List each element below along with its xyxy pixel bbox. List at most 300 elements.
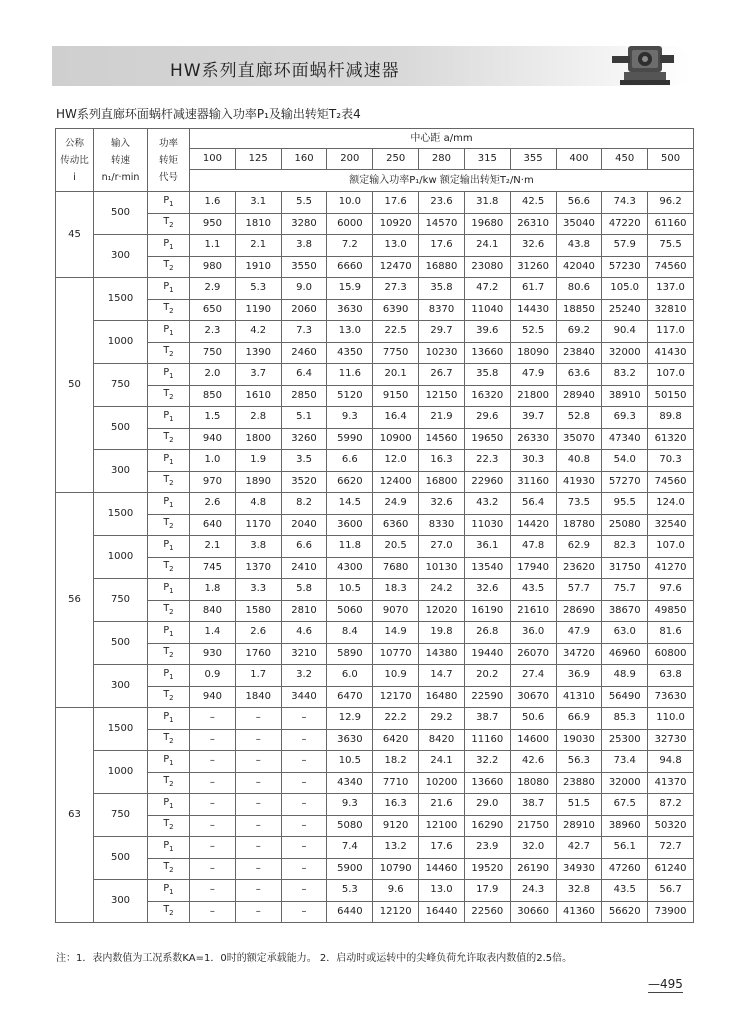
value-cell: 750 — [190, 342, 236, 364]
value-cell: 31.8 — [464, 192, 510, 214]
table-row — [56, 428, 694, 450]
ratio-cell: 45 — [56, 192, 94, 278]
value-cell: 20.5 — [373, 536, 419, 558]
value-cell: – — [190, 837, 236, 859]
table-row — [56, 665, 694, 687]
value-cell: – — [190, 729, 236, 751]
value-cell: 3.8 — [235, 536, 281, 558]
center-distance-400: 400 — [556, 149, 602, 170]
value-cell: 5990 — [327, 428, 373, 450]
value-cell: 15.9 — [327, 278, 373, 300]
value-cell: 23080 — [464, 256, 510, 278]
value-cell: 63.0 — [602, 622, 648, 644]
value-cell: 32.0 — [510, 837, 556, 859]
center-distance-header: 中心距 a/mm — [190, 129, 694, 149]
value-cell: 31260 — [510, 256, 556, 278]
value-cell: 35.8 — [419, 278, 465, 300]
value-cell: 43.8 — [556, 235, 602, 257]
value-cell: 43.2 — [464, 493, 510, 515]
value-cell: 36.0 — [510, 622, 556, 644]
value-cell: 32540 — [648, 514, 694, 536]
speed-cell: 300 — [94, 235, 148, 278]
center-distance-315: 315 — [464, 149, 510, 170]
value-cell: – — [190, 708, 236, 730]
value-cell: 73630 — [648, 686, 694, 708]
value-cell: 10920 — [373, 213, 419, 235]
value-cell: 70.3 — [648, 450, 694, 472]
value-cell: – — [281, 708, 327, 730]
value-cell: 9120 — [373, 815, 419, 837]
value-cell: 14420 — [510, 514, 556, 536]
value-cell: 6620 — [327, 471, 373, 493]
torque-code-cell: $T_2$ — [148, 729, 190, 751]
value-cell: 13660 — [464, 342, 510, 364]
center-distance-250: 250 — [373, 149, 419, 170]
table-row — [56, 557, 694, 579]
speed-cell: 300 — [94, 665, 148, 708]
value-cell: 14.7 — [419, 665, 465, 687]
value-cell: 73.4 — [602, 751, 648, 773]
value-cell: 69.2 — [556, 321, 602, 343]
table-row — [56, 536, 694, 558]
value-cell: 1.1 — [190, 235, 236, 257]
table-row — [56, 751, 694, 773]
power-code-cell: $P_1$ — [148, 708, 190, 730]
value-cell: 5120 — [327, 385, 373, 407]
units-header: 额定输入功率P₁/kw 额定输出转矩T₂/N·m — [190, 170, 694, 192]
value-cell: 42.7 — [556, 837, 602, 859]
value-cell: 13.0 — [327, 321, 373, 343]
value-cell: 3260 — [281, 428, 327, 450]
value-cell: 16320 — [464, 385, 510, 407]
speed-cell: 1500 — [94, 278, 148, 321]
value-cell: 1.4 — [190, 622, 236, 644]
value-cell: 10900 — [373, 428, 419, 450]
torque-code-cell: $T_2$ — [148, 600, 190, 622]
table-row — [56, 772, 694, 794]
value-cell: 6420 — [373, 729, 419, 751]
value-cell: 32.8 — [556, 880, 602, 902]
table-row — [56, 579, 694, 601]
value-cell: 19680 — [464, 213, 510, 235]
value-cell: 23620 — [556, 557, 602, 579]
value-cell: 12.0 — [373, 450, 419, 472]
value-cell: 1190 — [235, 299, 281, 321]
value-cell: 30660 — [510, 901, 556, 923]
power-code-cell: $P_1$ — [148, 493, 190, 515]
value-cell: 1890 — [235, 471, 281, 493]
power-code-cell: $P_1$ — [148, 278, 190, 300]
value-cell: 4.2 — [235, 321, 281, 343]
value-cell: 60800 — [648, 643, 694, 665]
value-cell: 26190 — [510, 858, 556, 880]
table-row — [56, 622, 694, 644]
value-cell: 81.6 — [648, 622, 694, 644]
torque-code-cell: $T_2$ — [148, 901, 190, 923]
value-cell: 27.4 — [510, 665, 556, 687]
value-cell: 2040 — [281, 514, 327, 536]
value-cell: 26070 — [510, 643, 556, 665]
value-cell: 32.6 — [510, 235, 556, 257]
value-cell: 61.7 — [510, 278, 556, 300]
value-cell: 6390 — [373, 299, 419, 321]
value-cell: 24.1 — [464, 235, 510, 257]
value-cell: 14460 — [419, 858, 465, 880]
value-cell: 19.8 — [419, 622, 465, 644]
value-cell: 640 — [190, 514, 236, 536]
table-row — [56, 256, 694, 278]
value-cell: 940 — [190, 428, 236, 450]
value-cell: 27.0 — [419, 536, 465, 558]
value-cell: 9.6 — [373, 880, 419, 902]
value-cell: 2460 — [281, 342, 327, 364]
value-cell: 3.1 — [235, 192, 281, 214]
ratio-header: 公称 传动比 i — [56, 129, 94, 192]
gear-reducer-icon — [610, 38, 676, 94]
value-cell: 9150 — [373, 385, 419, 407]
torque-code-cell: $T_2$ — [148, 815, 190, 837]
torque-code-cell: $T_2$ — [148, 858, 190, 880]
value-cell: 5.5 — [281, 192, 327, 214]
value-cell: – — [190, 901, 236, 923]
value-cell: 46960 — [602, 643, 648, 665]
center-distance-500: 500 — [648, 149, 694, 170]
value-cell: 4300 — [327, 557, 373, 579]
value-cell: 31160 — [510, 471, 556, 493]
value-cell: 11.6 — [327, 364, 373, 386]
value-cell: 16290 — [464, 815, 510, 837]
table-row — [56, 493, 694, 515]
value-cell: 29.2 — [419, 708, 465, 730]
torque-code-cell: $T_2$ — [148, 772, 190, 794]
value-cell: 34930 — [556, 858, 602, 880]
value-cell: 19520 — [464, 858, 510, 880]
value-cell: 56490 — [602, 686, 648, 708]
value-cell: 650 — [190, 299, 236, 321]
value-cell: 11160 — [464, 729, 510, 751]
table-row — [56, 364, 694, 386]
value-cell: 16800 — [419, 471, 465, 493]
torque-code-cell: $T_2$ — [148, 213, 190, 235]
value-cell: 43.5 — [510, 579, 556, 601]
torque-code-cell: $T_2$ — [148, 342, 190, 364]
value-cell: 137.0 — [648, 278, 694, 300]
power-code-cell: $P_1$ — [148, 321, 190, 343]
value-cell: 2.9 — [190, 278, 236, 300]
value-cell: 22960 — [464, 471, 510, 493]
value-cell: – — [190, 794, 236, 816]
value-cell: 21.9 — [419, 407, 465, 429]
table-note: 注：1．表内数值为工况系数KA=1．0时的额定承载能力。 2．启动时或运转中的尖峰负荷允许取表内数值的2.5倍。 — [56, 953, 573, 964]
value-cell: – — [281, 880, 327, 902]
value-cell: 12400 — [373, 471, 419, 493]
value-cell: 67.5 — [602, 794, 648, 816]
value-cell: 16.3 — [373, 794, 419, 816]
value-cell: 36.1 — [464, 536, 510, 558]
value-cell: 30670 — [510, 686, 556, 708]
value-cell: 38910 — [602, 385, 648, 407]
value-cell: 29.7 — [419, 321, 465, 343]
table-row — [56, 342, 694, 364]
value-cell: 4.8 — [235, 493, 281, 515]
torque-code-cell: $T_2$ — [148, 557, 190, 579]
value-cell: – — [235, 901, 281, 923]
value-cell: – — [235, 729, 281, 751]
page-title: HW系列直廊环面蜗杆减速器 — [170, 61, 400, 81]
value-cell: 12150 — [419, 385, 465, 407]
power-code-cell: $P_1$ — [148, 794, 190, 816]
value-cell: 32.6 — [419, 493, 465, 515]
value-cell: 745 — [190, 557, 236, 579]
value-cell: 94.8 — [648, 751, 694, 773]
table-row — [56, 278, 694, 300]
value-cell: 3630 — [327, 299, 373, 321]
value-cell: 6.6 — [327, 450, 373, 472]
table-row — [56, 837, 694, 859]
value-cell: 16.3 — [419, 450, 465, 472]
value-cell: 28690 — [556, 600, 602, 622]
value-cell: 940 — [190, 686, 236, 708]
value-cell: 22560 — [464, 901, 510, 923]
value-cell: – — [190, 751, 236, 773]
value-cell: 5.3 — [235, 278, 281, 300]
value-cell: 10230 — [419, 342, 465, 364]
value-cell: 35040 — [556, 213, 602, 235]
value-cell: 18.2 — [373, 751, 419, 773]
value-cell: 2.3 — [190, 321, 236, 343]
torque-code-cell: $T_2$ — [148, 686, 190, 708]
table-row — [56, 213, 694, 235]
value-cell: 2.6 — [235, 622, 281, 644]
value-cell: 9070 — [373, 600, 419, 622]
table-row — [56, 514, 694, 536]
value-cell: 1810 — [235, 213, 281, 235]
value-cell: – — [235, 708, 281, 730]
value-cell: 4350 — [327, 342, 373, 364]
value-cell: 11.8 — [327, 536, 373, 558]
value-cell: 6.0 — [327, 665, 373, 687]
value-cell: 25240 — [602, 299, 648, 321]
value-cell: 1370 — [235, 557, 281, 579]
value-cell: 41370 — [648, 772, 694, 794]
value-cell: – — [235, 751, 281, 773]
value-cell: 5080 — [327, 815, 373, 837]
table-row — [56, 858, 694, 880]
value-cell: 38.7 — [464, 708, 510, 730]
value-cell: 7.4 — [327, 837, 373, 859]
value-cell: 18090 — [510, 342, 556, 364]
value-cell: 41360 — [556, 901, 602, 923]
value-cell: 16.4 — [373, 407, 419, 429]
value-cell: 9.3 — [327, 407, 373, 429]
value-cell: 28940 — [556, 385, 602, 407]
value-cell: 1390 — [235, 342, 281, 364]
value-cell: 6440 — [327, 901, 373, 923]
value-cell: 50320 — [648, 815, 694, 837]
value-cell: 61240 — [648, 858, 694, 880]
value-cell: 1.0 — [190, 450, 236, 472]
value-cell: 56.7 — [648, 880, 694, 902]
torque-code-cell: $T_2$ — [148, 428, 190, 450]
value-cell: 3520 — [281, 471, 327, 493]
value-cell: 117.0 — [648, 321, 694, 343]
speed-cell: 300 — [94, 880, 148, 923]
torque-code-cell: $T_2$ — [148, 385, 190, 407]
value-cell: 8.4 — [327, 622, 373, 644]
value-cell: 5.8 — [281, 579, 327, 601]
value-cell: – — [190, 880, 236, 902]
value-cell: 930 — [190, 643, 236, 665]
value-cell: 74560 — [648, 256, 694, 278]
value-cell: 11040 — [464, 299, 510, 321]
value-cell: 4340 — [327, 772, 373, 794]
value-cell: 11030 — [464, 514, 510, 536]
value-cell: 1170 — [235, 514, 281, 536]
center-distance-450: 450 — [602, 149, 648, 170]
center-distance-100: 100 — [190, 149, 236, 170]
value-cell: 16880 — [419, 256, 465, 278]
value-cell: 22.2 — [373, 708, 419, 730]
value-cell: 5890 — [327, 643, 373, 665]
value-cell: 57.9 — [602, 235, 648, 257]
value-cell: 52.5 — [510, 321, 556, 343]
value-cell: 3.8 — [281, 235, 327, 257]
value-cell: 72.7 — [648, 837, 694, 859]
value-cell: 2850 — [281, 385, 327, 407]
value-cell: 25080 — [602, 514, 648, 536]
power-code-cell: $P_1$ — [148, 407, 190, 429]
value-cell: 31750 — [602, 557, 648, 579]
value-cell: 13.0 — [373, 235, 419, 257]
value-cell: 87.2 — [648, 794, 694, 816]
value-cell: 38670 — [602, 600, 648, 622]
power-code-cell: $P_1$ — [148, 536, 190, 558]
value-cell: 8420 — [419, 729, 465, 751]
ratio-cell: 63 — [56, 708, 94, 923]
value-cell: 9.3 — [327, 794, 373, 816]
value-cell: – — [235, 880, 281, 902]
value-cell: 14380 — [419, 643, 465, 665]
value-cell: 14.5 — [327, 493, 373, 515]
value-cell: 35070 — [556, 428, 602, 450]
speed-cell: 1000 — [94, 321, 148, 364]
torque-code-cell: $T_2$ — [148, 471, 190, 493]
value-cell: 2.1 — [235, 235, 281, 257]
torque-code-cell: $T_2$ — [148, 514, 190, 536]
value-cell: 51.5 — [556, 794, 602, 816]
value-cell: 3210 — [281, 643, 327, 665]
speed-cell: 750 — [94, 794, 148, 837]
value-cell: 63.8 — [648, 665, 694, 687]
speed-cell: 1500 — [94, 708, 148, 751]
value-cell: 14560 — [419, 428, 465, 450]
value-cell: 1800 — [235, 428, 281, 450]
speed-cell: 500 — [94, 837, 148, 880]
value-cell: – — [281, 729, 327, 751]
value-cell: 105.0 — [602, 278, 648, 300]
value-cell: 124.0 — [648, 493, 694, 515]
value-cell: 2060 — [281, 299, 327, 321]
value-cell: 41930 — [556, 471, 602, 493]
value-cell: 10.0 — [327, 192, 373, 214]
speed-cell: 1000 — [94, 536, 148, 579]
value-cell: 2.8 — [235, 407, 281, 429]
value-cell: 17.9 — [464, 880, 510, 902]
value-cell: 32.2 — [464, 751, 510, 773]
value-cell: 10770 — [373, 643, 419, 665]
table-row — [56, 321, 694, 343]
value-cell: – — [235, 837, 281, 859]
value-cell: 73900 — [648, 901, 694, 923]
speed-header: 输入 转速 n₁/r·min — [94, 129, 148, 192]
value-cell: 10.9 — [373, 665, 419, 687]
ratio-cell: 50 — [56, 278, 94, 493]
table-row — [56, 192, 694, 214]
power-code-cell: $P_1$ — [148, 837, 190, 859]
value-cell: 74560 — [648, 471, 694, 493]
value-cell: 24.2 — [419, 579, 465, 601]
value-cell: 6.6 — [281, 536, 327, 558]
value-cell: 6660 — [327, 256, 373, 278]
value-cell: 17.6 — [373, 192, 419, 214]
value-cell: 19440 — [464, 643, 510, 665]
value-cell: 48.9 — [602, 665, 648, 687]
value-cell: 1840 — [235, 686, 281, 708]
value-cell: 16480 — [419, 686, 465, 708]
table-row — [56, 450, 694, 472]
value-cell: 7.3 — [281, 321, 327, 343]
value-cell: 29.0 — [464, 794, 510, 816]
value-cell: 52.8 — [556, 407, 602, 429]
value-cell: 96.2 — [648, 192, 694, 214]
table-row — [56, 708, 694, 730]
value-cell: 89.8 — [648, 407, 694, 429]
value-cell: 25300 — [602, 729, 648, 751]
value-cell: 17940 — [510, 557, 556, 579]
value-cell: 7710 — [373, 772, 419, 794]
center-distance-160: 160 — [281, 149, 327, 170]
table-row — [56, 686, 694, 708]
value-cell: 54.0 — [602, 450, 648, 472]
value-cell: 75.5 — [648, 235, 694, 257]
value-cell: 7680 — [373, 557, 419, 579]
value-cell: 56.1 — [602, 837, 648, 859]
value-cell: 26.8 — [464, 622, 510, 644]
value-cell: 1910 — [235, 256, 281, 278]
value-cell: 0.9 — [190, 665, 236, 687]
speed-cell: 500 — [94, 622, 148, 665]
value-cell: – — [281, 751, 327, 773]
center-distance-125: 125 — [235, 149, 281, 170]
value-cell: 83.2 — [602, 364, 648, 386]
value-cell: 62.9 — [556, 536, 602, 558]
value-cell: – — [235, 794, 281, 816]
value-cell: 8370 — [419, 299, 465, 321]
value-cell: – — [190, 815, 236, 837]
value-cell: 90.4 — [602, 321, 648, 343]
value-cell: 5.1 — [281, 407, 327, 429]
center-distance-200: 200 — [327, 149, 373, 170]
value-cell: 3.2 — [281, 665, 327, 687]
ratio-cell: 56 — [56, 493, 94, 708]
value-cell: – — [235, 858, 281, 880]
value-cell: 28910 — [556, 815, 602, 837]
value-cell: – — [235, 815, 281, 837]
value-cell: 22.3 — [464, 450, 510, 472]
table-row — [56, 880, 694, 902]
value-cell: 21750 — [510, 815, 556, 837]
value-cell: 1.7 — [235, 665, 281, 687]
